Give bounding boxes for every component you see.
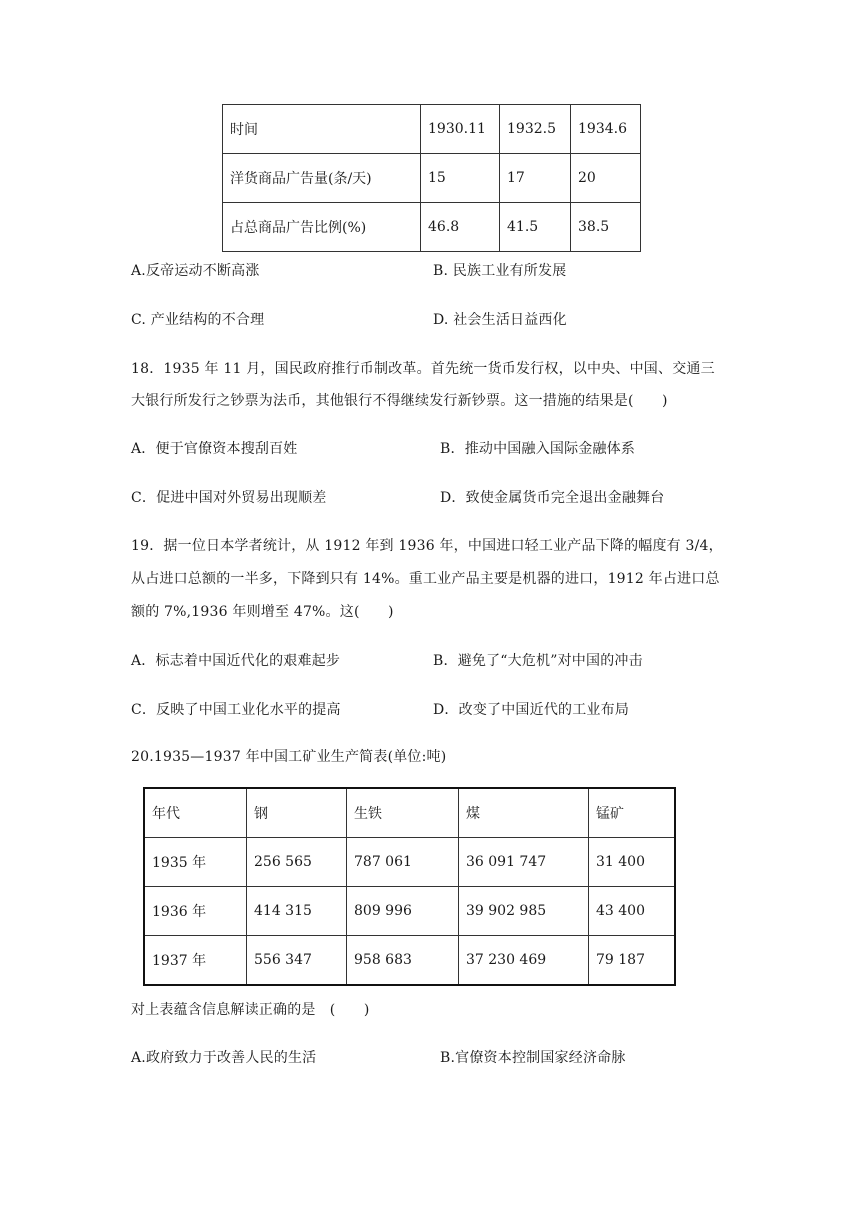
table-row [144,887,675,936]
table-cell: 1936 年 [144,887,247,936]
q18-option-d: D．致使金属货币完全退出金融舞台 [440,490,665,506]
table-cell: 256 565 [247,838,347,887]
table-cell: 1935 年 [144,838,247,887]
table-header-row [223,105,641,154]
table-cell: 17 [500,154,571,203]
table-cell: 1934.6 [571,105,641,154]
q20-option-b: B.官僚资本控制国家经济命脉 [440,1050,626,1066]
table-row [223,203,641,252]
advertisement-table [222,104,641,252]
table-cell: 钢 [247,788,347,838]
table-cell: 煤 [459,788,589,838]
table-cell: 洋货商品广告量(条/天) [223,154,421,203]
table-cell: 年代 [144,788,247,838]
table-cell: 36 091 747 [459,838,589,887]
q19-option-a: A．标志着中国近代化的艰难起步 [131,653,341,669]
production-table [143,787,676,986]
q20-stem: 对上表蕴含信息解读正确的是 ( ) [131,1002,370,1018]
table-cell: 414 315 [247,887,347,936]
q18-option-a: A．便于官僚资本搜刮百姓 [131,441,298,457]
q17-option-c: C. 产业结构的不合理 [131,312,265,328]
q17-option-b: B. 民族工业有所发展 [433,263,567,279]
q19-option-d: D．改变了中国近代的工业布局 [433,702,630,718]
table-cell: 占总商品广告比例(%) [223,203,421,252]
q17-option-d: D. 社会生活日益西化 [433,312,567,328]
table-cell: 43 400 [589,887,676,936]
table-cell: 31 400 [589,838,676,887]
q20-option-a: A.政府致力于改善人民的生活 [131,1050,317,1066]
table-cell: 787 061 [347,838,459,887]
q20-title: 20.1935—1937 年中国工矿业生产简表(单位:吨) [131,749,447,765]
table-cell: 809 996 [347,887,459,936]
table-cell: 41.5 [500,203,571,252]
table-cell: 生铁 [347,788,459,838]
table-row [144,936,675,986]
table-cell: 79 187 [589,936,676,986]
q17-option-a: A.反帝运动不断高涨 [131,263,260,279]
q19-option-c: C．反映了中国工业化水平的提高 [131,702,341,718]
table-cell: 38.5 [571,203,641,252]
table-cell: 37 230 469 [459,936,589,986]
table-cell: 556 347 [247,936,347,986]
table-cell: 15 [421,154,500,203]
table-cell: 39 902 985 [459,887,589,936]
q18-stem-line2: 大银行所发行之钞票为法币，其他银行不得继续发行新钞票。这一措施的结果是( ) [131,393,668,409]
q19-stem-line1: 19．据一位日本学者统计，从 1912 年到 1936 年，中国进口轻工业产品下降的幅度有 3/4， [131,538,723,554]
table-row [223,154,641,203]
table-cell: 1930.11 [421,105,500,154]
table-cell: 20 [571,154,641,203]
table-cell: 1932.5 [500,105,571,154]
q19-stem-line2: 从占进口总额的一半多，下降到只有 14%。重工业产品主要是机器的进口，1912 年占进口总 [131,571,720,587]
table-row [144,838,675,887]
table-cell: 958 683 [347,936,459,986]
table-cell: 锰矿 [589,788,676,838]
q18-option-c: C．促进中国对外贸易出现顺差 [131,490,327,506]
q18-option-b: B．推动中国融入国际金融体系 [440,441,636,457]
q19-option-b: B．避免了“大危机”对中国的冲击 [433,653,643,669]
table-cell: 1937 年 [144,936,247,986]
table-cell: 46.8 [421,203,500,252]
table-cell: 时间 [223,105,421,154]
q18-stem-line1: 18．1935 年 11 月，国民政府推行币制改革。首先统一货币发行权，以中央、中国、交通三 [131,361,715,377]
table-header-row [144,788,675,838]
q19-stem-line3: 额的 7%,1936 年则增至 47%。这( ) [131,604,394,620]
